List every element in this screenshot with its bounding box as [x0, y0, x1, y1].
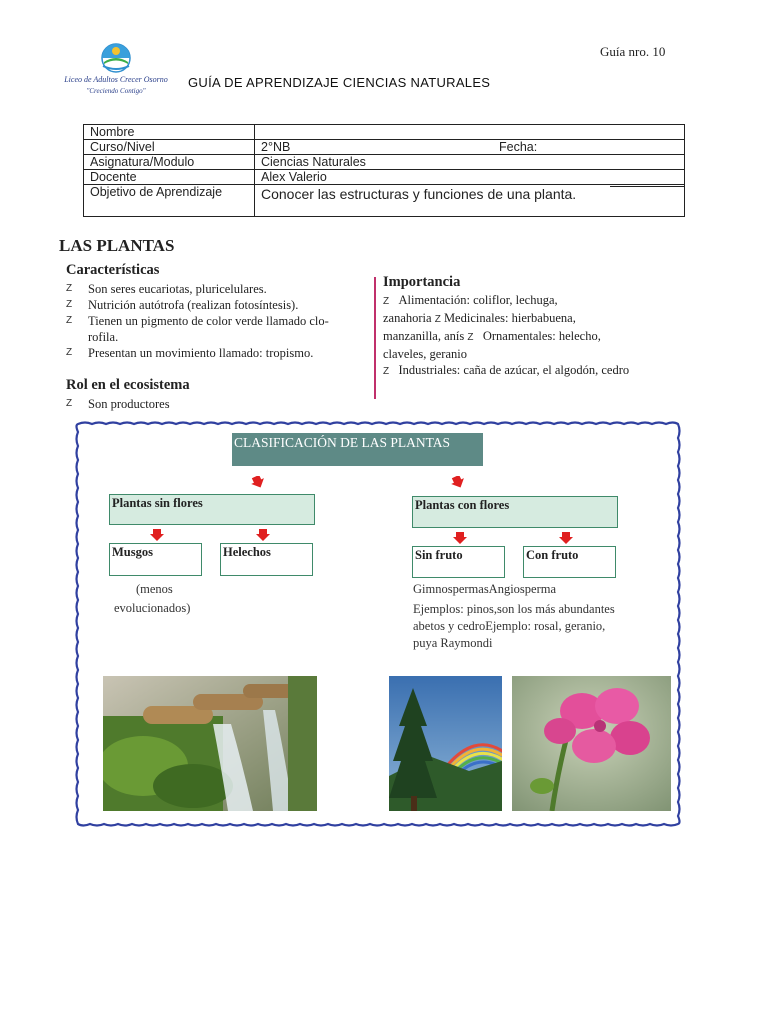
logo-motto: "Creciendo Contigo" — [86, 87, 146, 95]
rol-heading: Rol en el ecosistema — [66, 377, 190, 393]
info-label: Docente — [84, 170, 255, 185]
list-item: Z Son seres eucariotas, pluricelulares. — [66, 282, 267, 296]
bullet-icon: Z — [434, 314, 441, 325]
examples-text: Ejemplos: pinos,son los más abundantes abetos y cedroEjemplo: rosal, geranio, puya Raymondi — [413, 602, 615, 650]
classification-title: CLASIFICACIÓN DE LAS PLANTAS — [232, 433, 483, 466]
info-value — [255, 140, 685, 155]
pine-rainbow-photo — [389, 676, 502, 811]
bullet-icon: Z — [66, 299, 73, 310]
bullet-icon: Z — [383, 296, 390, 307]
name-field[interactable] — [255, 125, 685, 140]
divider — [610, 186, 685, 187]
importancia-line: claveles, geranio — [383, 347, 467, 361]
logo-school-name: Liceo de Adultos Crecer Osorno — [64, 75, 168, 84]
list-item: Z Tienen un pigmento de color verde llamado clo- rofila. — [66, 314, 329, 344]
arrow-down-icon — [559, 532, 573, 544]
plantas-con-flores-box: Plantas con flores — [412, 496, 618, 528]
info-value: Conocer las estructuras y funciones de una planta. — [255, 185, 685, 217]
importancia-text — [383, 292, 683, 380]
gimno-angio-label: GimnospermasAngiosperma — [413, 582, 557, 596]
arrow-down-icon — [256, 529, 270, 541]
info-row-objetivo — [84, 185, 685, 217]
guide-number: Guía nro. 10 — [600, 44, 666, 59]
info-label: Asignatura/Modulo — [84, 155, 255, 170]
con-fruto-box: Con fruto — [523, 546, 616, 578]
document-title: GUÍA DE APRENDIZAJE CIENCIAS NATURALES — [188, 75, 491, 90]
importancia-line: Z Alimentación: coliflor, lechuga, — [383, 293, 558, 307]
info-row-asignatura — [84, 155, 685, 170]
menos-evolucionados-note: (menos — [136, 582, 173, 596]
importancia-line: Z Industriales: caña de azúcar, el algodón, cedro — [383, 363, 630, 377]
arrow-down-icon — [251, 476, 265, 488]
list-item: Z Son productores — [66, 397, 170, 411]
caracteristicas-heading: Características — [66, 262, 160, 278]
importancia-heading: Importancia — [383, 274, 461, 290]
geranium-photo — [512, 676, 671, 811]
bullet-icon: Z — [66, 398, 73, 409]
plantas-sin-flores-box: Plantas sin flores — [109, 494, 315, 525]
school-logo — [60, 42, 172, 100]
info-label: Objetivo de Aprendizaje — [84, 185, 255, 217]
info-label: Nombre — [84, 125, 255, 140]
caracteristicas-list — [66, 281, 366, 361]
info-row-nombre — [84, 125, 685, 140]
info-row-curso — [84, 140, 685, 155]
importancia-line: manzanilla, anís Z Ornamentales: helecho, — [383, 329, 601, 343]
helechos-box: Helechos — [220, 543, 313, 576]
student-info-table — [83, 124, 685, 217]
info-row-docente — [84, 170, 685, 185]
info-value: Alex Valerio — [255, 170, 685, 185]
info-value: Ciencias Naturales — [255, 155, 685, 170]
bullet-icon: Z — [66, 283, 73, 294]
info-label: Curso/Nivel — [84, 140, 255, 155]
importancia-line: zanahoria Z Medicinales: hierbabuena, — [383, 311, 576, 325]
moss-water-photo — [103, 676, 317, 811]
arrow-down-icon — [453, 532, 467, 544]
section-title: LAS PLANTAS — [59, 236, 175, 255]
arrow-down-icon — [150, 529, 164, 541]
musgos-box: Musgos — [109, 543, 202, 576]
fecha-label: Fecha: — [499, 140, 538, 154]
list-item: Z Nutrición autótrofa (realizan fotosíntesis). — [66, 298, 299, 312]
bullet-icon: Z — [66, 347, 73, 358]
bullet-icon: Z — [66, 315, 73, 326]
menos-evolucionados-note: evolucionados) — [114, 601, 191, 615]
list-item: Z Presentan un movimiento llamado: tropismo. — [66, 346, 314, 360]
rol-list — [66, 396, 170, 412]
accent-divider — [374, 277, 376, 399]
bullet-icon: Z — [467, 332, 474, 343]
sin-fruto-box: Sin fruto — [412, 546, 505, 578]
bullet-icon: Z — [383, 366, 390, 377]
curso-value: 2°NB — [261, 140, 291, 154]
arrow-down-icon — [451, 476, 465, 488]
